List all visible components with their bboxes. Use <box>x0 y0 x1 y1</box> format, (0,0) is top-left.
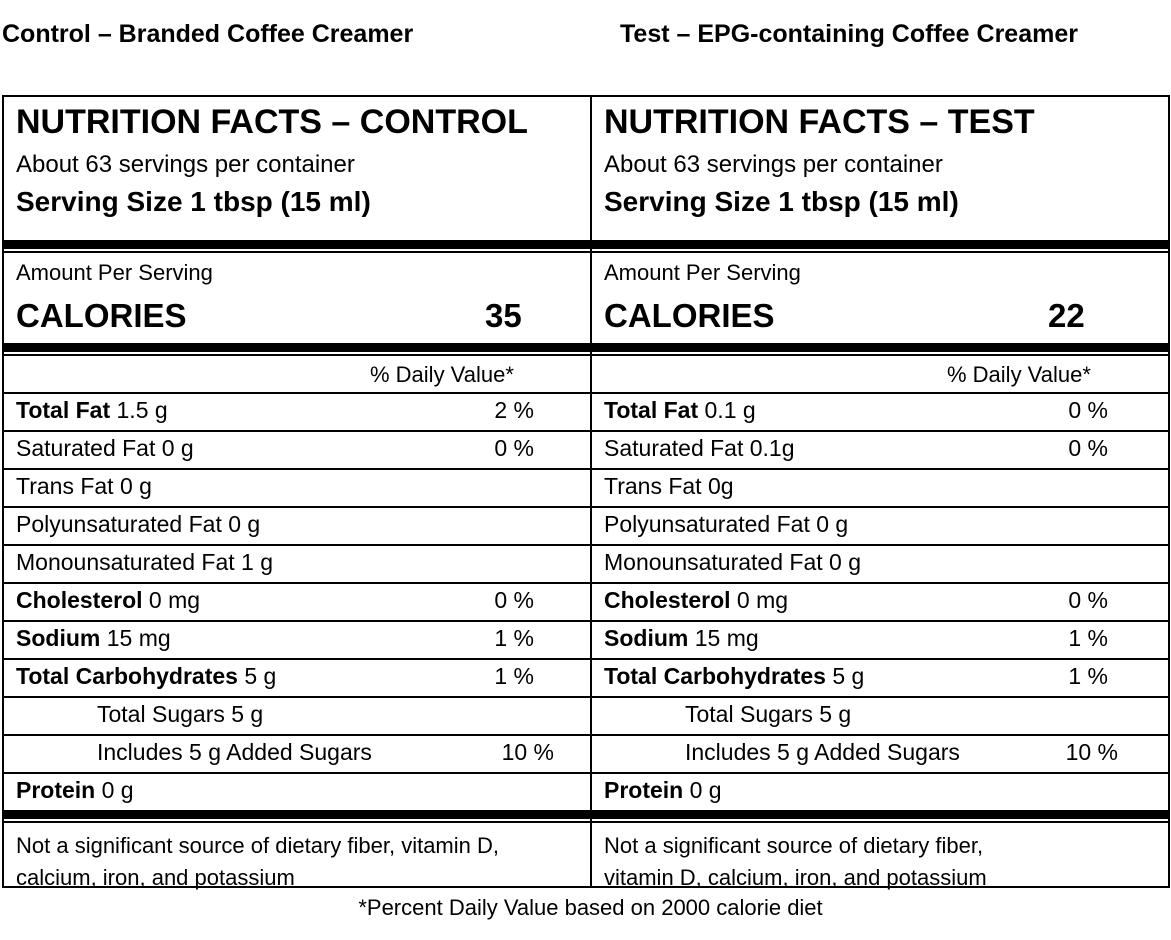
control-heading: Control – Branded Coffee Creamer <box>2 20 414 48</box>
serving-size: Serving Size 1 tbsp (15 ml) <box>16 186 371 217</box>
nutrient-row <box>4 620 590 658</box>
nutrient-row <box>592 696 1168 734</box>
nutrient-amount: Trans Fat 0g <box>604 473 734 499</box>
thick-divider <box>4 810 590 819</box>
nutrient-row <box>4 772 590 810</box>
nutrient-amount: Saturated Fat 0 g <box>16 435 194 461</box>
amount-per-serving: Amount Per Serving <box>604 260 801 285</box>
nutrient-amount: Saturated Fat 0.1g <box>604 435 795 461</box>
daily-value-percent: 0 % <box>494 587 534 613</box>
nutrient-amount: 0 mg <box>142 587 201 613</box>
nutrient-row <box>4 658 590 696</box>
nutrition-panel-control <box>2 95 592 888</box>
daily-value-footnote: *Percent Daily Value based on 2000 calorie diet <box>358 895 823 920</box>
nutrient-amount: Includes 5 g Added Sugars <box>685 739 960 765</box>
nutrient-name <box>604 511 848 538</box>
nutrient-name <box>604 777 722 804</box>
serving-size: Serving Size 1 tbsp (15 ml) <box>604 186 959 217</box>
nutrient-row <box>4 544 590 582</box>
nutrient-amount: 0.1 g <box>698 397 756 423</box>
panel-title: NUTRITION FACTS – TEST <box>604 103 1035 141</box>
nutrient-name <box>16 625 171 652</box>
daily-value-percent: 1 % <box>494 663 534 689</box>
nutrient-name <box>685 701 851 728</box>
daily-value-percent: 2 % <box>494 397 534 423</box>
footnote <box>604 830 987 894</box>
nutrient-row <box>4 506 590 544</box>
servings-per-container: About 63 servings per container <box>16 151 355 178</box>
nutrient-label: Total Fat <box>604 397 699 423</box>
nutrient-amount: Includes 5 g Added Sugars <box>97 739 372 765</box>
nutrient-row <box>592 506 1168 544</box>
nutrient-label: Sodium <box>16 625 101 651</box>
nutrient-name <box>604 435 795 462</box>
nutrient-name <box>604 549 861 576</box>
nutrient-amount: Monounsaturated Fat 0 g <box>604 549 861 575</box>
test-heading: Test – EPG-containing Coffee Creamer <box>620 20 1078 48</box>
nutrient-name <box>97 701 263 728</box>
nutrient-amount: Total Sugars 5 g <box>685 701 852 727</box>
nutrient-row <box>4 582 590 620</box>
nutrient-label: Protein <box>604 777 684 803</box>
nutrient-amount: Polyunsaturated Fat 0 g <box>604 511 849 537</box>
daily-value-percent: 1 % <box>1068 663 1108 689</box>
nutrient-amount: 0 g <box>95 777 134 803</box>
footnote-line: Not a significant source of dietary fiber, vitamin D, <box>16 833 499 858</box>
thin-divider <box>592 354 1168 356</box>
nutrient-amount: Total Sugars 5 g <box>97 701 264 727</box>
nutrient-name <box>604 473 734 500</box>
nutrient-name <box>16 549 273 576</box>
thick-divider <box>4 240 590 249</box>
nutrient-name <box>16 511 260 538</box>
nutrient-name <box>604 663 864 690</box>
nutrition-panel-test <box>592 95 1170 888</box>
calories-label: CALORIES <box>16 297 187 334</box>
nutrient-row <box>4 734 590 772</box>
nutrient-name <box>604 625 759 652</box>
nutrient-label: Sodium <box>604 625 689 651</box>
nutrient-name <box>16 663 276 690</box>
nutrient-name <box>16 777 134 804</box>
nutrient-amount: Trans Fat 0 g <box>16 473 152 499</box>
nutrient-name <box>685 739 960 766</box>
daily-value-percent: 0 % <box>1068 435 1108 461</box>
thin-divider <box>4 354 590 356</box>
nutrient-row <box>592 658 1168 696</box>
nutrient-name <box>16 435 194 462</box>
nutrient-amount: 15 mg <box>100 625 171 651</box>
thin-divider <box>592 251 1168 253</box>
nutrient-row <box>592 544 1168 582</box>
nutrient-row <box>592 468 1168 506</box>
thick-divider <box>592 240 1168 249</box>
nutrient-label: Total Carbohydrates <box>604 663 826 689</box>
nutrient-label: Total Carbohydrates <box>16 663 238 689</box>
daily-value-percent: 10 % <box>501 739 554 765</box>
nutrient-row <box>4 392 590 430</box>
panel-title: NUTRITION FACTS – CONTROL <box>16 103 528 141</box>
daily-value-header: % Daily Value* <box>947 362 1091 387</box>
amount-per-serving: Amount Per Serving <box>16 260 213 285</box>
thin-divider <box>592 821 1168 823</box>
daily-value-percent: 1 % <box>494 625 534 651</box>
nutrient-row <box>592 772 1168 810</box>
daily-value-header: % Daily Value* <box>370 362 514 387</box>
thick-divider <box>592 810 1168 819</box>
nutrient-row <box>4 696 590 734</box>
servings-per-container: About 63 servings per container <box>604 151 943 178</box>
nutrient-row <box>592 392 1168 430</box>
nutrient-name <box>604 587 788 614</box>
nutrient-amount: Monounsaturated Fat 1 g <box>16 549 273 575</box>
nutrient-label: Total Fat <box>16 397 111 423</box>
footnote-line: Not a significant source of dietary fiber, <box>604 833 984 858</box>
nutrient-row <box>4 430 590 468</box>
thick-divider <box>592 343 1168 352</box>
nutrient-name <box>604 397 756 424</box>
footnote-line: vitamin D, calcium, iron, and potassium <box>604 865 987 890</box>
nutrient-amount: 0 g <box>683 777 722 803</box>
nutrient-name <box>16 397 168 424</box>
nutrient-amount: 15 mg <box>688 625 759 651</box>
daily-value-percent: 0 % <box>1068 397 1108 423</box>
nutrient-name <box>97 739 372 766</box>
nutrient-amount: 5 g <box>237 663 277 689</box>
footnote <box>16 830 499 894</box>
nutrient-label: Cholesterol <box>16 587 143 613</box>
daily-value-percent: 0 % <box>494 435 534 461</box>
nutrient-name <box>16 587 200 614</box>
nutrient-row <box>592 620 1168 658</box>
nutrient-label: Protein <box>16 777 96 803</box>
nutrient-label: Cholesterol <box>604 587 731 613</box>
nutrient-amount: Polyunsaturated Fat 0 g <box>16 511 261 537</box>
calories-value: 35 <box>485 297 522 334</box>
daily-value-percent: 0 % <box>1068 587 1108 613</box>
nutrient-amount: 1.5 g <box>110 397 168 423</box>
calories-label: CALORIES <box>604 297 775 334</box>
thin-divider <box>4 251 590 253</box>
thick-divider <box>4 343 590 352</box>
nutrient-name <box>16 473 152 500</box>
footnote-line: calcium, iron, and potassium <box>16 865 295 890</box>
nutrient-row <box>4 468 590 506</box>
nutrient-row <box>592 430 1168 468</box>
daily-value-percent: 1 % <box>1068 625 1108 651</box>
nutrient-row <box>592 582 1168 620</box>
thin-divider <box>4 821 590 823</box>
nutrient-amount: 5 g <box>825 663 865 689</box>
daily-value-percent: 10 % <box>1065 739 1118 765</box>
nutrient-amount: 0 mg <box>730 587 789 613</box>
calories-value: 22 <box>1048 297 1085 334</box>
nutrient-row <box>592 734 1168 772</box>
